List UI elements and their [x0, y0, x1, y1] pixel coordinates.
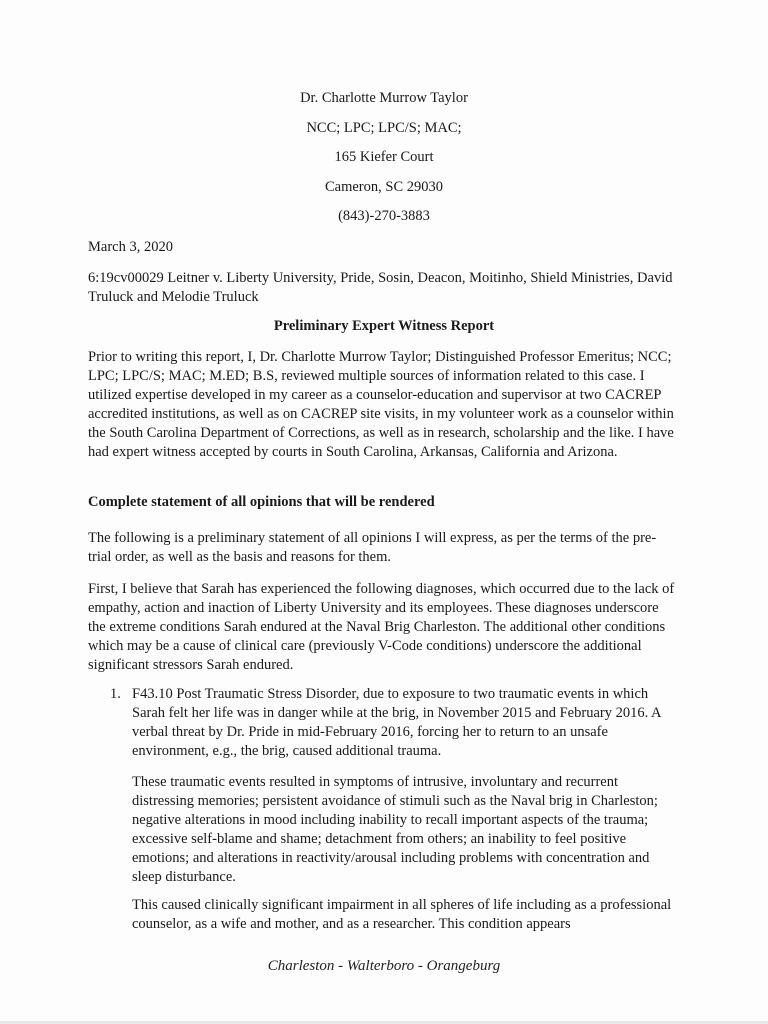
author-name: Dr. Charlotte Murrow Taylor: [300, 90, 468, 106]
diagnoses-paragraph: First, I believe that Sarah has experienced the following diagnoses, which occurred due to the lack of empathy, action and inaction of Liberty University and its employees. These diagnoses underscore the extreme conditions Sarah endured at the Naval Brig Charleston. The additional other conditions which may be a cause of clinical care (previously V-Code conditions) underscore the additional significant stressors Sarah endured.: [88, 581, 675, 673]
list-item-symptoms: These traumatic events resulted in symptoms of intrusive, involuntary and recurrent distressing memories; persistent avoidance of stimuli such as the Naval brig in Charleston; negative alterations in mood including inability to recall important aspects of the trauma; excessive self-blame and shame; detachment from others; an inability to feel positive emotions; and alterations in reactivity/arousal including problems with concentration and sleep disturbance.: [132, 774, 658, 885]
author-credentials: NCC; LPC; LPC/S; MAC;: [306, 120, 462, 136]
report-date: March 3, 2020: [88, 239, 173, 255]
opinions-paragraph: The following is a preliminary statement of all opinions I will express, as per the terms of the pre-trial order, as well as the basis and reasons for them.: [88, 530, 657, 565]
section-heading: Complete statement of all opinions that will be rendered: [88, 494, 435, 510]
intro-paragraph: Prior to writing this report, I, Dr. Charlotte Murrow Taylor; Distinguished Professor Emeritus; NCC; LPC; LPC/S; MAC; M.ED; B.S, reviewed multiple sources of information related to this case. I utilized expertise developed in my career as a counselor-education and supervisor at two CACREP accredited institutions, as well as on CACREP site visits, in my volunteer work as a counselor within the South Carolina Department of Corrections, as well as in research, scholarship and the like. I have had expert witness accepted by courts in South Carolina, Arkansas, California and Arizona.: [88, 349, 674, 460]
list-item-number: 1.: [110, 686, 121, 702]
address-line-1: 165 Kiefer Court: [334, 149, 434, 165]
address-line-2: Cameron, SC 29030: [324, 179, 443, 195]
list-item-impairment: This caused clinically significant impairment in all spheres of life including as a professional counselor, as a wife and mother, and as a researcher. This condition appears: [132, 897, 672, 932]
list-item-ptsd: F43.10 Post Traumatic Stress Disorder, due to exposure to two traumatic events in which Sarah felt her life was in danger while at the brig, in November 2015 and February 2016. A verbal threat by Dr. Pride in mid-February 2016, forcing her to return to an unsafe environment, e.g., the brig, caused additional trauma.: [132, 686, 661, 759]
footer-locations: Charleston - Walterboro - Orangeburg: [267, 958, 501, 974]
report-title: Preliminary Expert Witness Report: [273, 318, 495, 334]
phone-number: (843)-270-3883: [338, 208, 430, 224]
case-reference: 6:19cv00029 Leitner v. Liberty University, Pride, Sosin, Deacon, Moitinho, Shield Ministries, David Truluck and Melodie Truluck: [88, 270, 673, 305]
